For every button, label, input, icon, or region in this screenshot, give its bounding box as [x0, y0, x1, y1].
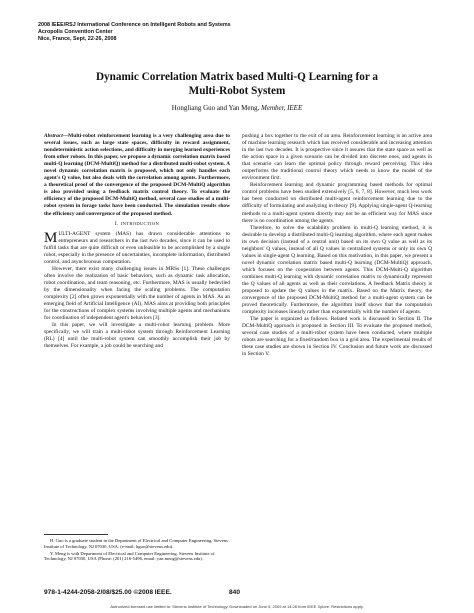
conference-header [38, 22, 338, 43]
intro-paragraph-1 [44, 231, 230, 266]
abstract-text: —Multi-robot reinforcement learning is a very challenging area due to several issues, such as large state spaces, difficulty in reward assignment, nondeterministic action selections, and difficulty in merging learned experiences from other robots. In this paper, we propose a dynamic correlation matrix based multi-Q learning (DCM-MultiQ) method for a distributed multi-robot system. A novel dynamic correlation matrix is proposed, which not only handles each agent's Q value, but also deals with the correlation among agents. Furthermore, a theoretical proof of the convergence of the proposed DCM-MultiQ algorithm is also provided using a feedback matrix control theory. To evaluate the efficiency of the proposed DCM-MultiQ method, several case studies of a multi-robot system in forage tasks have been conducted. The simulation results show the efficiency and convergence of the proposed method. [44, 133, 230, 217]
abstract-lead: Abstract [44, 133, 63, 139]
footnote-divider [44, 534, 108, 535]
footnotes [44, 538, 230, 563]
intro-paragraph-3: In this paper, we will investigate a multi-robot learning problem. More specifically, we will train a multi-robot system through Reinforcement Learning (RL) [4] until the multi-robot system can smoothly accomplish their job by themselves. For example, a job could be searching and [44, 322, 230, 350]
right-column [242, 133, 432, 359]
section-title: INTRODUCTION [120, 220, 160, 226]
license-notice: Authorized licensed use limited to: Stevens Institute of Technology. Downloaded on June 5, 2009 at 14:28 from IEEE Xplore. Restrictions apply. [110, 604, 364, 609]
author-names: Hongliang Guo and Yan Meng, [171, 104, 262, 112]
author-membership: Member, IEEE [261, 104, 303, 112]
title-line-1: Dynamic Correlation Matrix based Multi-Q Learning for a [95, 71, 379, 83]
title-line-2: Multi-Robot System [188, 85, 286, 97]
section-number: I. [114, 220, 119, 227]
author-line [40, 104, 434, 113]
isbn-copyright: 978-1-4244-2058-2/08/$25.00 ©2008 IEEE. [44, 589, 172, 596]
conference-name: 2008 IEEE/RSJ International Conference on Intelligent Robots and Systems [38, 22, 231, 28]
right-paragraph-1: pushing a box together to the exit of an area. Reinforcement learning is an active area of machine learning research which has received considerable and increasing attention in the last two decades. It is prospective since it assures that the state space as well as the action space in a given scenario can be divided into discrete ones, and agents in that scenario can learn the optimal policy through reward perceiving. This idea outperforms the traditional control theory which needs to know the model of the environment first. [242, 133, 432, 182]
left-column [44, 133, 230, 350]
section-heading-introduction [44, 220, 230, 228]
intro-paragraph-1-text: ULTI-AGENT system (MAS) has drawn considerable attentions to entrepreneurs and researchers in the last two decades, since it can be used to fulfill tasks that are quite difficult or even unfeasible to be accomplished by a single robot, especially in the presence of uncertainties, incomplete information, distributed control, and asynchronous computation. [44, 230, 230, 265]
abstract [44, 133, 230, 218]
right-paragraph-4: The paper is organized as follows. Related work is discussed in Section II. The DCM-MultiQ approach is proposed in Section III. To evaluate the proposed method, several case studies of a multi-robot system have been conducted, where multiple robots are searching for a fixed/random box in a grid area. The experimental results of these case studies are shown in Section IV. Conclusion and future work are discussed in Section V. [242, 316, 432, 358]
footnote-guo: H. Guo is a graduate student in the Department of Electrical and Computer Engineering, Stevens Institute of Technology, NJ 07030, USA, (e-mail: hguo@stevens.edu). [44, 538, 228, 549]
right-paragraph-3: Therefore, to solve the scalability problem in multi-Q learning method, it is desirable to develop a distributed multi-Q learning algorithm, where each agent makes its own decision (instead of a central unit) based on its own Q value as well as its neighbors' Q values, instead of all Q values in centralized systems or only its own Q values in single-agent Q learning. Based on this motivation, in this paper, we present a novel dynamic correlation matrix based multi-Q learning (DCM-MultiQ) approach, which focuses on the cooperation between agents. This DCM-Multi-Q algorithm combines multi-Q learning with dynamic correlation matrix to dynamically represent the Q values of all agents as well as their correlations. A feedback Matrix theory is proposed to update the Q values in the matrix. Based on the Matrix theory, the convergence of the proposed DCM-MultiQ method for a multi-agent system can be proved theoretically. Furthermore, the algorithm itself shows that the computation complexity increases linearly rather than exponentially with the number of agents. [242, 224, 432, 316]
conference-venue: Acropolis Convention Center [38, 29, 113, 35]
right-paragraph-2: Reinforcement learning and dynamic programming based methods for optimal control problems have been studied extensively [5, 6, 7, 8]. However, much less work has been conducted on distributed multi-agent reinforcement learning due to the difficulty of formulating and analyzing in theory [9]. Applying single-agent Q-learning methods to a multi-agent system directly may not be an efficient way for MAS since there is no coordination among the agents. [242, 182, 432, 224]
paper-title [40, 70, 434, 98]
conference-location-date: Nice, France, Sept, 22-26, 2008 [38, 36, 117, 42]
intro-paragraph-2: However, there exist many challenging issues in MRSs [1]. These challenges often involve the realization of basic behaviors, such as dynamic task allocation, robot coordination, and team reasoning, etc. Furthermore, MAS is usually bedeviled by the dimensionality when facing the scaling problems. The computation complexity [2] often grows exponentially with the number of agents in MAS. As an emerging field of Artificial Intelligence (AI), MAS aims at providing both principles for the constructions of complex systems involving multiple agents and mechanisms for coordination of independent agent's behaviors [3]. [44, 265, 230, 322]
drop-cap: M [44, 229, 58, 246]
page-number: 840 [229, 589, 241, 596]
footnote-meng: Y. Meng is with Department of Electrical and Computer Engineering, Stevens Institute of Technology, NJ 07030, USA (Phone: (201) 216-5496, email: yan.meng@stevens.edu). [44, 550, 215, 562]
